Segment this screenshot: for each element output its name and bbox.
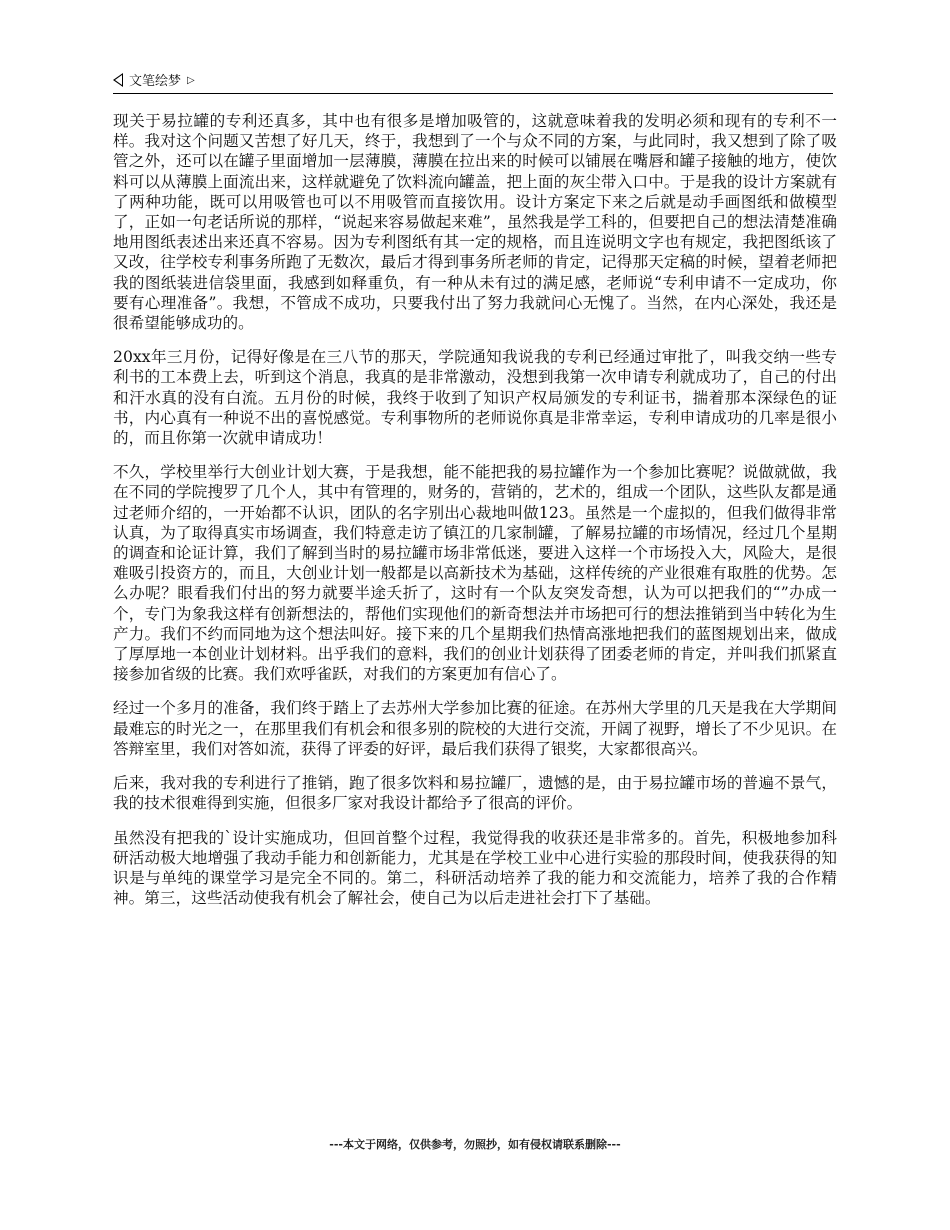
paragraph-2: 20xx年三月份，记得好像是在三八节的那天，学院通知我说我的专利已经通过审批了，叫我交纳一些专利书的工本费上去，听到这个消息，我真的是非常激动，没想到我第一次申请专利就成功了，自己的付出和汗水真的没有白流。五月份的时候，我终于收到了知识产权局颁发的专利证书，揣着那本深绿色的证书，内心真有一种说不出的喜悦感觉。专利事物所的老师说你真是非常幸运，专利申请成功的几率是很小的，而且你第一次就申请成功！ <box>113 348 837 448</box>
document-body <box>113 111 837 922</box>
paragraph-5: 后来，我对我的专利进行了推销，跑了很多饮料和易拉罐厂，遗憾的是，由于易拉罐市场的普遍不景气，我的技术很难得到实施，但很多厂家对我设计都给予了很高的评价。 <box>113 774 837 813</box>
paragraph-1: 现关于易拉罐的专利还真多，其中也有很多是增加吸管的，这就意味着我的发明必须和现有的专利不一样。我对这个问题又苦想了好几天，终于，我想到了一个与众不同的方案，与此同时，我又想到了除了吸管之外，还可以在罐子里面增加一层薄膜，薄膜在拉出来的时候可以铺展在嘴唇和罐子接触的地方，使饮料可以从薄膜上面流出来，这样就避免了饮料流向罐盖，把上面的灰尘带入口中。于是我的设计方案就有了两种功能，既可以用吸管也可以不用吸管而直接饮用。设计方案定下来之后就是动手画图纸和做模型了，正如一句老话所说的那样，“说起来容易做起来难”，虽然我是学工科的，但要把自己的想法清楚准确地用图纸表述出来还真不容易。因为专利图纸有其一定的规格，而且连说明文字也有规定，我把图纸该了又改，往学校专利事务所跑了无数次，最后才得到事务所老师的肯定，记得那天定稿的时候，望着老师把我的图纸装进信袋里面，我感到如释重负，有一种从未有过的满足感，老师说“专利申请不一定成功，你要有心理准备”。我想，不管成不成功，只要我付出了努力我就问心无愧了。当然，在内心深处，我还是很希望能够成功的。 <box>113 112 837 333</box>
paragraph-4: 经过一个多月的准备，我们终于踏上了去苏州大学参加比赛的征途。在苏州大学里的几天是我在大学期间最难忘的时光之一，在那里我们有机会和很多别的院校的大进行交流，开阔了视野，增长了不少见识。在答辩室里，我们对答如流，获得了评委的好评，最后我们获得了银奖，大家都很高兴。 <box>113 699 837 758</box>
page-header <box>113 71 833 94</box>
paragraph-6: 虽然没有把我的`设计实施成功，但回首整个过程，我觉得我的收获还是非常多的。首先，积极地参加科研活动极大地增强了我动手能力和创新能力，尤其是在学校工业中心进行实验的那段时间，使我获得的知识是与单纯的课堂学习是完全不同的。第二，科研活动培养了我的能力和交流能力，培养了我的合作精神。第三，这些活动使我有机会了解社会，使自己为以后走进社会打下了基础。 <box>113 828 837 908</box>
triangle-left-icon <box>113 73 123 87</box>
page-footer: ---本文于网络，仅供参考，勿照抄，如有侵权请联系删除--- <box>329 1138 621 1151</box>
header-brand: 文笔绘梦 <box>129 74 182 89</box>
paragraph-3: 不久，学校里举行大创业计划大赛，于是我想，能不能把我的易拉罐作为一个参加比赛呢？说做就做，我在不同的学院搜罗了几个人，其中有管理的，财务的，营销的，艺术的，组成一个团队，这些队友都是通过老师介绍的，一开始都不认识，团队的名字别出心裁地叫做123。虽然是一个虚拟的，但我们做得非常认真，为了取得真实市场调查，我们特意走访了镇江的几家制罐，了解易拉罐的市场情况，经过几个星期的调查和论证计算，我们了解到当时的易拉罐市场非常低迷，要进入这样一个市场投入大，风险大，是很难吸引投资方的，而且，大创业计划一般都是以高新技术为基础，这样传统的产业很难有取胜的优势。怎么办呢？眼看我们付出的努力就要半途夭折了，这时有一个队友突发奇想，认为可以把我们的“”办成一个，专门为象我这样有创新想法的，帮他们实现他们的新奇想法并市场把可行的想法推销到当中转化为生产力。我们不约而同地为这个想法叫好。接下来的几个星期我们热情高涨地把我们的蓝图规划出来，做成了厚厚地一本创业计划材料。出乎我们的意料，我们的创业计划获得了团委老师的肯定，并叫我们抓紧直接参加省级的比赛。我们欢呼雀跃，对我们的方案更加有信心了。 <box>113 463 837 684</box>
triangle-right-icon: ▷ <box>187 75 195 86</box>
